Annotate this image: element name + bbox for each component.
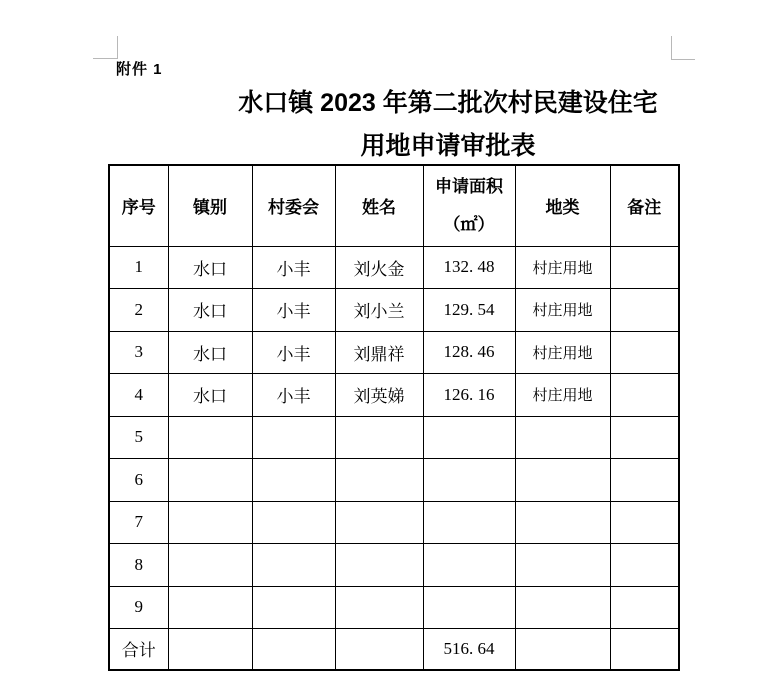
cell-land-type	[515, 629, 610, 670]
cell-applied-area	[423, 586, 515, 629]
table-row	[109, 459, 679, 502]
cell-town	[168, 501, 252, 544]
cell-town: 水口	[168, 289, 252, 332]
document-title-line2: 用地申请审批表	[360, 132, 536, 160]
cell-name	[335, 544, 423, 587]
cell-name	[335, 459, 423, 502]
cell-village-committee	[252, 544, 335, 587]
cell-applied-area	[423, 544, 515, 587]
cell-land-type	[515, 586, 610, 629]
land-application-approval-table	[108, 164, 680, 671]
header-applied-area-unit: （㎡）	[443, 214, 495, 234]
cell-town	[168, 586, 252, 629]
cell-town: 水口	[168, 331, 252, 374]
margin-corner-mark-top-left	[117, 36, 118, 59]
cell-village-committee: 小丰	[252, 246, 335, 289]
cell-applied-area: 132. 48	[423, 246, 515, 289]
header-remarks: 备注	[610, 165, 679, 246]
cell-serial-number: 8	[109, 544, 168, 587]
cell-serial-number: 1	[109, 246, 168, 289]
cell-land-type: 村庄用地	[515, 289, 610, 332]
cell-land-type	[515, 459, 610, 502]
cell-name: 刘小兰	[335, 289, 423, 332]
cell-village-committee: 小丰	[252, 289, 335, 332]
header-land-type: 地类	[515, 165, 610, 246]
cell-land-type: 村庄用地	[515, 331, 610, 374]
table-row	[109, 374, 679, 417]
cell-land-type: 村庄用地	[515, 374, 610, 417]
cell-land-type	[515, 544, 610, 587]
cell-land-type	[515, 501, 610, 544]
cell-serial-number: 7	[109, 501, 168, 544]
cell-land-type	[515, 416, 610, 459]
table-row	[109, 629, 679, 670]
table-header-row	[109, 165, 679, 246]
cell-applied-area	[423, 416, 515, 459]
cell-name: 刘火金	[335, 246, 423, 289]
header-name: 姓名	[335, 165, 423, 246]
margin-corner-mark-top-right	[671, 59, 695, 60]
table-row	[109, 289, 679, 332]
cell-town	[168, 629, 252, 670]
cell-name	[335, 416, 423, 459]
cell-applied-area	[423, 501, 515, 544]
header-applied-area-line1: 申请面积	[435, 176, 503, 196]
cell-serial-number: 4	[109, 374, 168, 417]
cell-serial-number: 5	[109, 416, 168, 459]
cell-village-committee	[252, 586, 335, 629]
cell-applied-area	[423, 459, 515, 502]
cell-village-committee	[252, 629, 335, 670]
cell-remarks	[610, 586, 679, 629]
cell-name: 刘英娣	[335, 374, 423, 417]
attachment-label: 附件 1	[116, 61, 163, 78]
cell-town: 水口	[168, 374, 252, 417]
cell-village-committee: 小丰	[252, 374, 335, 417]
table-row	[109, 416, 679, 459]
header-serial-number: 序号	[109, 165, 168, 246]
cell-land-type: 村庄用地	[515, 246, 610, 289]
margin-corner-mark-top-right	[671, 36, 672, 60]
cell-serial-number: 2	[109, 289, 168, 332]
document-title	[226, 82, 670, 168]
cell-name: 刘鼎祥	[335, 331, 423, 374]
cell-town	[168, 544, 252, 587]
cell-village-committee	[252, 459, 335, 502]
table-row	[109, 246, 679, 289]
cell-remarks	[610, 501, 679, 544]
cell-village-committee: 小丰	[252, 331, 335, 374]
cell-remarks	[610, 459, 679, 502]
cell-town	[168, 416, 252, 459]
table-body	[109, 246, 679, 670]
cell-name	[335, 629, 423, 670]
cell-applied-area: 129. 54	[423, 289, 515, 332]
cell-village-committee	[252, 501, 335, 544]
table-row	[109, 501, 679, 544]
table-row	[109, 586, 679, 629]
header-town: 镇别	[168, 165, 252, 246]
table-row	[109, 331, 679, 374]
cell-applied-area: 516. 64	[423, 629, 515, 670]
cell-serial-number: 3	[109, 331, 168, 374]
cell-serial-number: 合计	[109, 629, 168, 670]
cell-serial-number: 6	[109, 459, 168, 502]
cell-applied-area: 126. 16	[423, 374, 515, 417]
cell-applied-area: 128. 46	[423, 331, 515, 374]
cell-remarks	[610, 544, 679, 587]
margin-corner-mark-top-left	[93, 58, 118, 59]
table-row	[109, 544, 679, 587]
cell-remarks	[610, 289, 679, 332]
cell-name	[335, 586, 423, 629]
cell-remarks	[610, 246, 679, 289]
cell-town	[168, 459, 252, 502]
header-village-committee: 村委会	[252, 165, 335, 246]
cell-remarks	[610, 629, 679, 670]
cell-serial-number: 9	[109, 586, 168, 629]
cell-name	[335, 501, 423, 544]
document-title-line1: 水口镇 2023 年第二批次村民建设住宅	[238, 89, 658, 117]
cell-remarks	[610, 374, 679, 417]
header-applied-area	[423, 165, 515, 246]
cell-town: 水口	[168, 246, 252, 289]
cell-remarks	[610, 331, 679, 374]
cell-village-committee	[252, 416, 335, 459]
cell-remarks	[610, 416, 679, 459]
